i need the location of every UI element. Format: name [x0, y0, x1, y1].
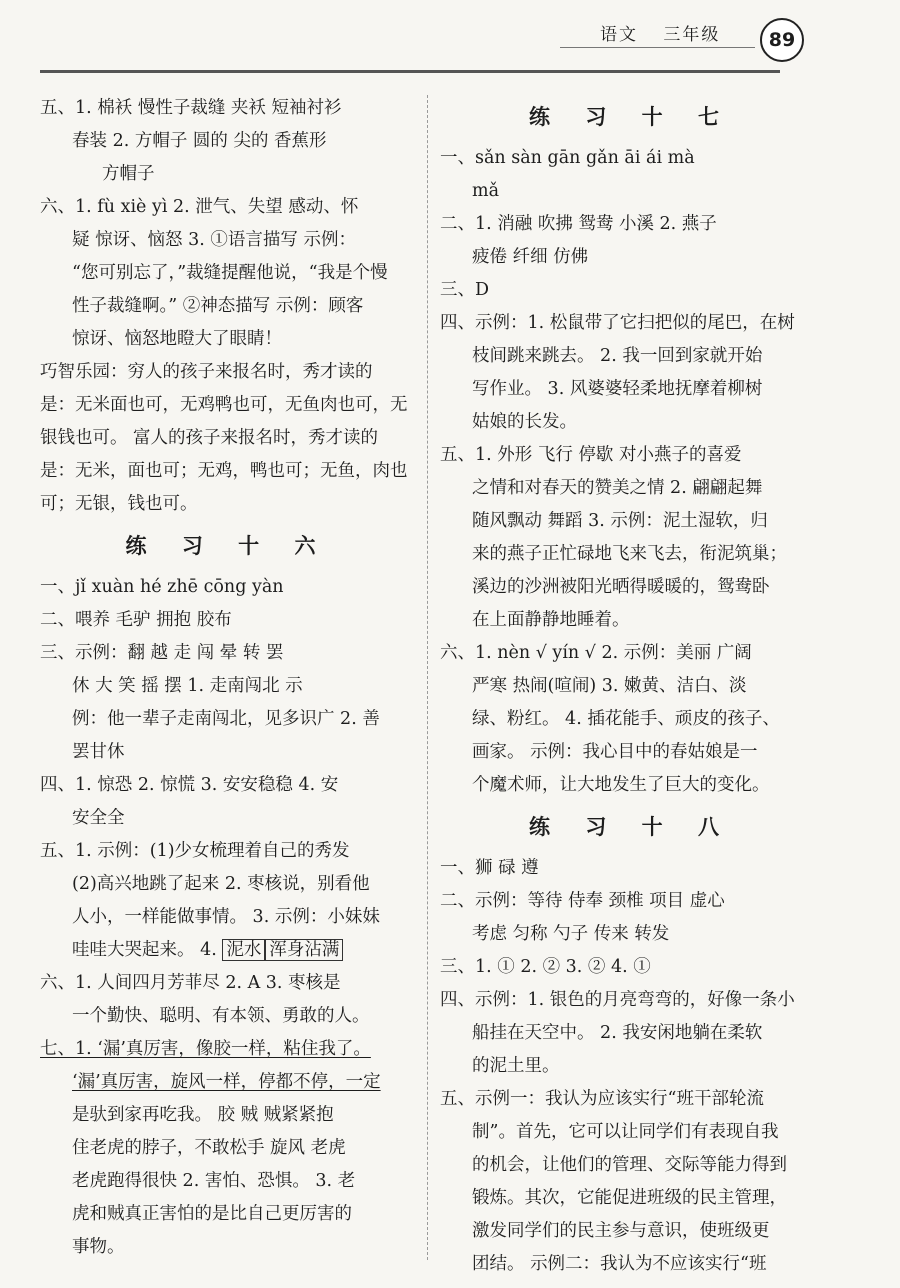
- answer-text: 考虑 匀称 勺子 传来 转发: [472, 924, 670, 944]
- answer-text: 在上面静静地睡着。: [472, 610, 630, 630]
- answer-text: 激发同学们的民主参与意识，使班级更: [472, 1221, 770, 1241]
- answer-line: [440, 918, 822, 951]
- answer-line: [40, 835, 415, 868]
- answer-line: [40, 158, 415, 191]
- answer-text: 画家。 示例：我心目中的春姑娘是一: [472, 742, 758, 762]
- answer-line: [440, 175, 822, 208]
- right-column: [440, 92, 822, 1281]
- answer-line: [40, 1066, 415, 1099]
- answer-text: 四、示例：1. 银色的月亮弯弯的，好像一条小: [440, 990, 795, 1010]
- answer-text: 方帽子: [102, 164, 155, 184]
- answer-text: 一、sǎn sàn gān gǎn āi ái mà: [440, 148, 695, 168]
- answer-line: [40, 901, 415, 934]
- answer-text: 事物。: [72, 1237, 125, 1257]
- answer-line: [440, 340, 822, 373]
- answer-text: (2)高兴地跳了起来 2. 枣核说，别看他: [72, 874, 370, 894]
- answer-line: [440, 406, 822, 439]
- answer-text: 制”。首先，它可以让同学们有表现自我: [472, 1122, 779, 1142]
- subject-label: 语文: [600, 25, 638, 45]
- answer-text: 一、狮 碌 遵: [440, 858, 539, 878]
- answer-text: 是：无米面也可，无鸡鸭也可，无鱼肉也可，无: [40, 395, 408, 415]
- answer-line: [40, 769, 415, 802]
- answer-text: 例：他一辈子走南闯北，见多识广 2. 善: [72, 709, 380, 729]
- answer-line: [440, 1050, 822, 1083]
- answer-text: 练 习 十 八: [529, 815, 733, 839]
- answer-line: [40, 1198, 415, 1231]
- answer-line: [40, 389, 415, 422]
- answer-text: 六、1. fù xiè yì 2. 泄气、失望 感动、怀: [40, 197, 359, 217]
- answer-line: [440, 769, 822, 802]
- answer-line: [40, 488, 415, 521]
- answer-line: [440, 439, 822, 472]
- answer-line: [440, 1017, 822, 1050]
- answer-text: 之情和对春天的赞美之情 2. 翩翩起舞: [472, 478, 763, 498]
- answer-text: 六、1. 人间四月芳菲尽 2. A 3. 枣核是: [40, 973, 341, 993]
- column-divider: [427, 95, 428, 1260]
- answer-line: [440, 852, 822, 885]
- answer-line: [440, 703, 822, 736]
- answer-text: 银钱也可。 富人的孩子来报名时，秀才读的: [40, 428, 379, 448]
- answer-text: 六、1. nèn √ yín √ 2. 示例：美丽 广阔: [440, 643, 752, 663]
- answer-text: 哇哇大哭起来。: [72, 940, 195, 960]
- answer-line: [40, 422, 415, 455]
- answer-line: [440, 670, 822, 703]
- answer-line: [440, 1248, 822, 1281]
- answer-line: [40, 455, 415, 488]
- answer-text: 枝间跳来跳去。 2. 我一回到家就开始: [472, 346, 763, 366]
- answer-line: [440, 241, 822, 274]
- answer-line: [40, 703, 415, 736]
- answer-text: 住老虎的脖子，不敢松手 旋风 老虎: [72, 1138, 346, 1158]
- header-rule: [40, 70, 780, 73]
- answer-text: 四、示例：1. 松鼠带了它扫把似的尾巴，在树: [440, 313, 795, 333]
- answer-line: [40, 967, 415, 1000]
- answer-line: [40, 802, 415, 835]
- answer-text: 来的燕子正忙碌地飞来飞去，衔泥筑巢；: [472, 544, 787, 564]
- answer-text: ‘漏’真厉害，旋风一样，停都不停，一定: [72, 1072, 381, 1092]
- answer-text: 一个勤快、聪明、有本领、勇敢的人。: [72, 1006, 370, 1026]
- answer-line: [40, 868, 415, 901]
- answer-text: 安全全: [72, 808, 125, 828]
- answer-line: [440, 1215, 822, 1248]
- answer-text: 写作业。 3. 风婆婆轻柔地抚摩着柳树: [472, 379, 763, 399]
- answer-text: 三、1. ① 2. ② 3. ② 4. ①: [440, 957, 651, 977]
- answer-line: [40, 191, 415, 224]
- answer-text: 三、示例：翻 越 走 闯 晕 转 罢: [40, 643, 284, 663]
- boxed-answer: 浑身沾满: [265, 939, 343, 961]
- answer-line: [440, 373, 822, 406]
- answer-line: [440, 307, 822, 340]
- answer-text: 严寒 热闹(喧闹) 3. 嫩黄、洁白、淡: [472, 676, 747, 696]
- answer-text: 三、D: [440, 280, 490, 300]
- answer-text: 老虎跑得很快 2. 害怕、恐惧。 3. 老: [72, 1171, 356, 1191]
- answer-line: [440, 1083, 822, 1116]
- answer-text: 的机会，让他们的管理、交际等能力得到: [472, 1155, 787, 1175]
- answer-line: [40, 1132, 415, 1165]
- answer-text: 溪边的沙洲被阳光晒得暖暖的，鸳鸯卧: [472, 577, 770, 597]
- answer-text: 性子裁缝啊。” ②神态描写 示例：顾客: [72, 296, 364, 316]
- answer-text: 姑娘的长发。: [472, 412, 577, 432]
- answer-line: [440, 736, 822, 769]
- header-rule-short: [560, 47, 755, 48]
- answer-text: 疑 惊讶、恼怒 3. ①语言描写 示例：: [72, 230, 356, 250]
- answer-text: 休 大 笑 摇 摆 1. 走南闯北 示: [72, 676, 303, 696]
- answer-text: 可；无银，钱也可。: [40, 494, 198, 514]
- answer-text: 春装 2. 方帽子 圆的 尖的 香蕉形: [72, 131, 327, 151]
- answer-line: [440, 472, 822, 505]
- answer-line: [40, 736, 415, 769]
- answer-line: [40, 1099, 415, 1132]
- answer-text: 五、1. 示例：(1)少女梳理着自己的秀发: [40, 841, 350, 861]
- answer-text: 练 习 十 六: [125, 534, 330, 558]
- answer-text: 是驮到家再吃我。 胶 贼 贼紧紧抱: [72, 1105, 334, 1125]
- answer-line: [40, 1000, 415, 1033]
- answer-text: 五、1. 外形 飞行 停歇 对小燕子的喜爱: [440, 445, 742, 465]
- answer-line: [440, 637, 822, 670]
- answer-text: 五、示例一：我认为应该实行“班干部轮流: [440, 1089, 764, 1109]
- answer-text: “您可别忘了，”裁缝提醒他说，“我是个慢: [72, 263, 388, 283]
- answer-line: [40, 290, 415, 323]
- header-subject-grade: [600, 20, 738, 45]
- section-title: [440, 802, 822, 852]
- answer-line: [40, 604, 415, 637]
- section-title: [440, 92, 822, 142]
- answer-line: 哇哇大哭起来。 4. 泥水 浑身沾满: [40, 934, 415, 967]
- answer-line: [440, 1182, 822, 1215]
- answer-text: 二、示例：等待 侍奉 颈椎 项目 虚心: [440, 891, 725, 911]
- answer-line: [440, 951, 822, 984]
- answer-line: [40, 257, 415, 290]
- answer-line: [40, 356, 415, 389]
- answer-text: 七、1. ‘漏’真厉害，像胶一样，粘住我了。: [40, 1039, 371, 1059]
- answer-line: [40, 224, 415, 257]
- answer-text: 是：无米，面也可；无鸡，鸭也可；无鱼，肉也: [40, 461, 408, 481]
- answer-line: [40, 670, 415, 703]
- answer-line: [40, 125, 415, 158]
- answer-text: 二、1. 消融 吹拂 鸳鸯 小溪 2. 燕子: [440, 214, 717, 234]
- answer-line: [440, 208, 822, 241]
- answer-line: [440, 984, 822, 1017]
- answer-line: [40, 1033, 415, 1066]
- answer-text: 的泥土里。: [472, 1056, 560, 1076]
- answer-line: [440, 274, 822, 307]
- answer-text: 一、jǐ xuàn hé zhē cōng yàn: [40, 577, 284, 597]
- answer-text: 惊讶、恼怒地瞪大了眼睛！: [72, 329, 282, 349]
- answer-line: [440, 1116, 822, 1149]
- answer-line: [40, 92, 415, 125]
- left-column: [40, 92, 415, 1264]
- answer-text: 二、喂养 毛驴 拥抱 胶布: [40, 610, 232, 630]
- answer-line: [440, 538, 822, 571]
- answer-line: [440, 1149, 822, 1182]
- answer-line: [440, 571, 822, 604]
- answer-line: [440, 142, 822, 175]
- answer-text: 练 习 十 七: [529, 105, 733, 129]
- answer-text: 个魔术师，让大地发生了巨大的变化。: [472, 775, 770, 795]
- answer-line: [440, 604, 822, 637]
- answer-text: 随风飘动 舞蹈 3. 示例：泥土湿软，归: [472, 511, 768, 531]
- answer-text: 罢甘休: [72, 742, 125, 762]
- answer-text: 巧智乐园：穷人的孩子来报名时，秀才读的: [40, 362, 373, 382]
- answer-text: mǎ: [472, 181, 500, 201]
- answer-text: 四、1. 惊恐 2. 惊慌 3. 安安稳稳 4. 安: [40, 775, 339, 795]
- page-header: [0, 0, 900, 80]
- answer-text: 人小，一样能做事情。 3. 示例：小妹妹: [72, 907, 380, 927]
- answer-line: [440, 505, 822, 538]
- answer-line: [440, 885, 822, 918]
- answer-text: 团结。 示例二：我认为不应该实行“班: [472, 1254, 767, 1274]
- answer-text: 绿、粉红。 4. 插花能手、顽皮的孩子、: [472, 709, 780, 729]
- answer-text: 疲倦 纤细 仿佛: [472, 247, 589, 267]
- boxed-answer: 泥水: [222, 939, 265, 961]
- answer-text: 五、1. 棉袄 慢性子裁缝 夹袄 短袖衬衫: [40, 98, 342, 118]
- section-title: [40, 521, 415, 571]
- answer-line: [40, 1231, 415, 1264]
- page-number-badge: 89: [760, 18, 804, 62]
- answer-line: [40, 323, 415, 356]
- answer-line: [40, 571, 415, 604]
- answer-text: 虎和贼真正害怕的是比自己更厉害的: [72, 1204, 352, 1224]
- answer-text: 船挂在天空中。 2. 我安闲地躺在柔软: [472, 1023, 763, 1043]
- answer-text: 锻炼。其次，它能促进班级的民主管理，: [472, 1188, 787, 1208]
- answer-line: [40, 1165, 415, 1198]
- answer-line: [40, 637, 415, 670]
- grade-label: 三年级: [663, 25, 721, 45]
